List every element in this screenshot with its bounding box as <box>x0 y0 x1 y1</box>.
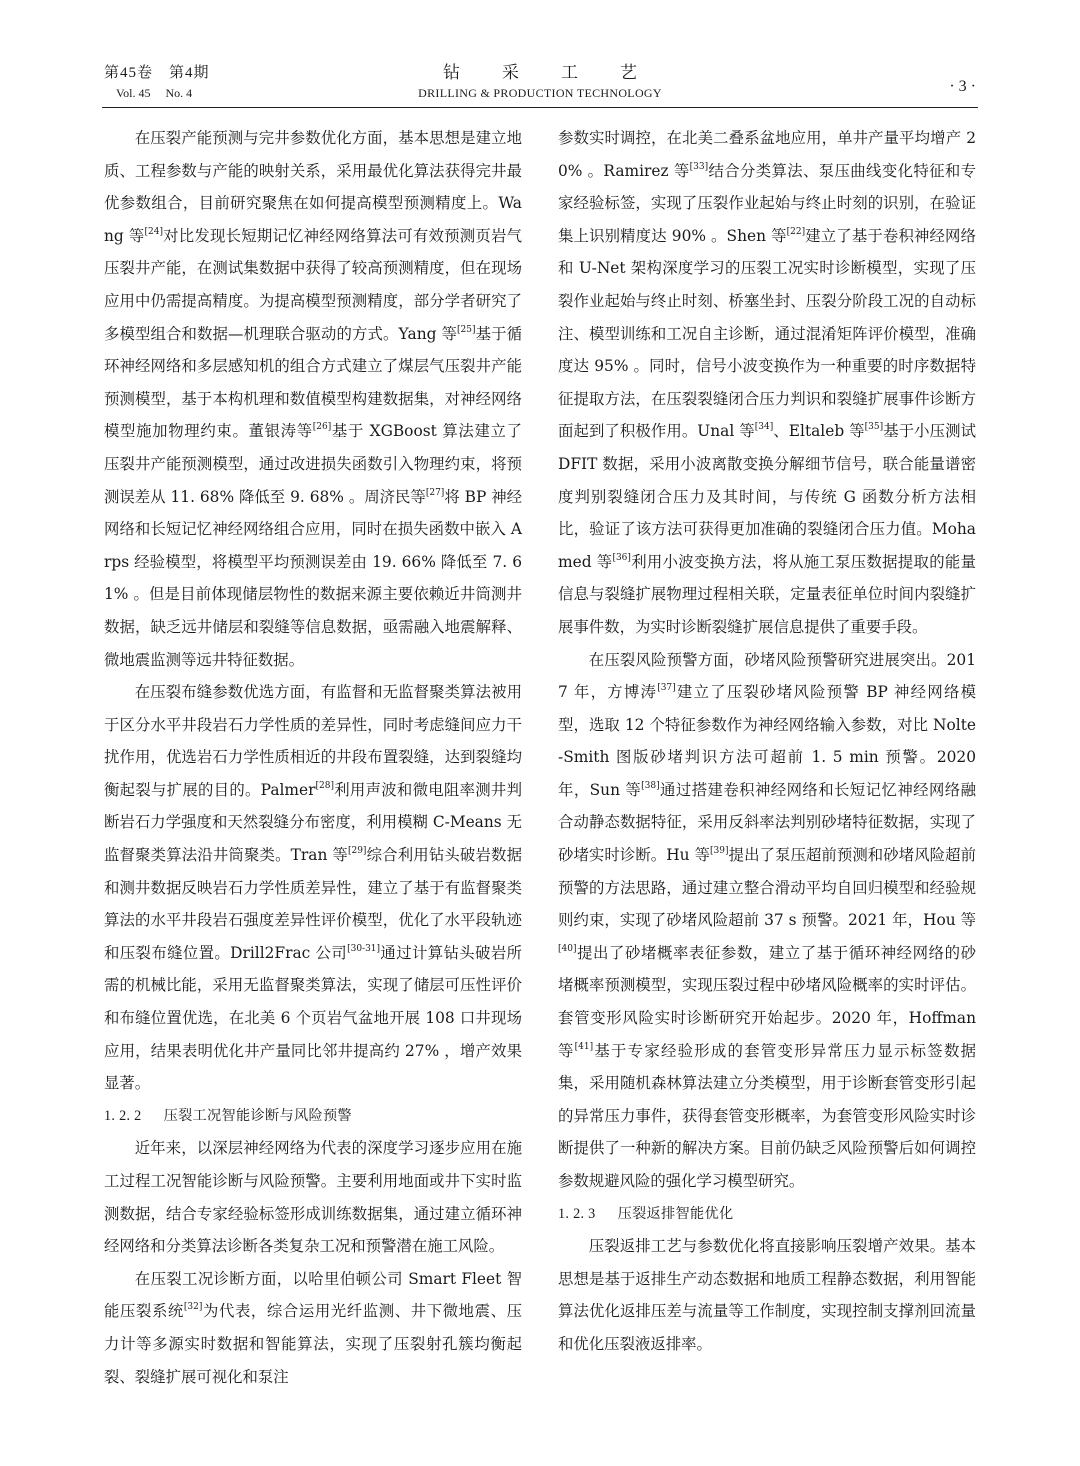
citation: [25] <box>456 324 476 335</box>
section-heading-1-2-2 <box>104 1100 522 1133</box>
citation: [30-31] <box>347 943 381 954</box>
page-number: · 3 · <box>949 78 976 95</box>
section-title: 压裂工况智能诊断与风险预警 <box>163 1107 352 1124</box>
paragraph-condition-diagnosis: 在压裂工况诊断方面，以哈里伯顿公司 Smart Fleet 智能压裂系统[32]为代表，综合运用光纤监测、井下微地震、压力计等多源实时数据和智能算法，实现了压裂射孔簇均衡起裂、裂缝扩展可视化和泵注 <box>104 1269 522 1386</box>
citation: [32] <box>183 1302 203 1313</box>
citation: [22] <box>786 226 806 237</box>
citation: [26] <box>312 422 332 433</box>
left-column <box>104 122 522 1393</box>
section-title: 压裂返排智能优化 <box>617 1205 734 1222</box>
paragraph-condition-diagnosis-continued: 参数实时调控，在北美二叠系盆地应用，单井产量平均增产 20% 。Ramirez 等[33]结合分类算法、泵压曲线变化特征和专家经验标签，实现了压裂作业起始与终止时刻的识别，在验证集上识别精度达 90% 。Shen 等[22]建立了基于卷积神经网络和 U-Net 架构深度学习的压裂工况实时诊断模型，实现了压裂作业起始与终止时刻、桥塞坐封、压裂分阶段工况的自动标注、模型训练和工况自主诊断，通过混淆矩阵评价模型，准确度达 95% 。同时，信号小波变换作为一种重要的时序数据特征提取方法，在压裂裂缝闭合压力判识和裂缝扩展事件诊断方面起到了积极作用。Unal 等[34]、Eltaleb 等[35]基于小压测试 DFIT 数据，采用小波离散变换分解细节信号，联合能量谱密度判别裂缝闭合压力及其时间，与传统 G 函数分析方法相比，验证了该方法可获得更加准确的裂缝闭合压力值。Mohamed 等[36]利用小波变换方法，将从施工泵压数据提取的能量信息与裂缝扩展物理过程相关联，定量表征单位时间内裂缝扩展事件数，为实时诊断裂缝扩展信息提供了重要手段。 <box>558 129 976 636</box>
citation: [36] <box>612 552 631 563</box>
paragraph-deep-learning-intro: 近年来，以深层神经网络为代表的深度学习逐步应用在施工过程工况智能诊断与风险预警。主要利用地面或井下实时监测数据，结合专家经验标签形成训练数据集，通过建立循环神经网络和分类算法诊断各类复杂工况和预警潜在施工风险。 <box>104 1139 522 1256</box>
journal-title-en: DRILLING & PRODUCTION TECHNOLOGY <box>418 86 662 100</box>
page-header <box>0 0 1080 112</box>
volume-cn: 第45卷 第4期 <box>104 65 210 81</box>
citation: [39] <box>710 846 729 857</box>
paragraph-productivity-prediction: 在压裂产能预测与完井参数优化方面，基本思想是建立地质、工程参数与产能的映射关系，采用最优化算法获得完井最优参数组合，目前研究聚焦在如何提高模型预测精度上。Wang 等[24]对比发现长短期记忆神经网络算法可有效预测页岩气压裂井产能，在测试集数据中获得了较高预测精度，但在现场应用中仍需提高精度。为提高模型预测精度，部分学者研究了多模型组合和数据—机理联合驱动的方式。Yang 等[25]基于循环神经网络和多层感知机的组合方式建立了煤层气压裂井产能预测模型，基于本构机理和数值模型构建数据集，对神经网络模型施加物理约束。董银涛等[26]基于 XGBoost 算法建立了压裂井产能预测模型，通过改进损失函数引入物理约束，将预测误差从 11. 68% 降低至 9. 68% 。周济民等[27]将 BP 神经网络和长短记忆神经网络组合应用，同时在损失函数中嵌入 Arps 经验模型，将模型平均预测误差由 19. 66% 降低至 7. 61% 。但是目前体现储层物性的数据来源主要依赖近井筒测井数据，缺乏远井储层和裂缝等信息数据，亟需融入地震解释、微地震监测等远井特征数据。 <box>104 129 522 669</box>
journal-title <box>340 64 740 101</box>
citation: [27] <box>425 487 445 498</box>
section-heading-1-2-3 <box>558 1198 976 1231</box>
citation: [38] <box>641 780 660 791</box>
citation: [40] <box>558 943 577 954</box>
citation: [34] <box>754 422 774 433</box>
volume-info <box>104 64 210 101</box>
header-rule <box>102 107 978 108</box>
citation: [28] <box>315 780 334 791</box>
paragraph-risk-warning: 在压裂风险预警方面，砂堵风险预警研究进展突出。2017 年，方博涛[37]建立了压裂砂堵风险预警 BP 神经网络模型，选取 12 个特征参数作为神经网络输入参数，对比 Nolte-Smith 图版砂堵判识方法可超前 1. 5 min 预警。2020 年，Sun 等[38]通过搭建卷积神经网络和长短记忆神经网络融合动静态数据特征，采用反斜率法判别砂堵特征数据，实现了砂堵实时诊断。Hu 等[39]提出了泵压超前预测和砂堵风险超前预警的方法思路，通过建立整合滑动平均自回归模型和经验规则约束，实现了砂堵风险超前 37 s 预警。2021 年，Hou 等[40]提出了砂堵概率表征参数，建立了基于循环神经网络的砂堵概率预测模型，实现压裂过程中砂堵风险概率的实时评估。套管变形风险实时诊断研究开始起步。2020 年，Hoffman 等[41]基于专家经验形成的套管变形异常压力显示标签数据集，采用随机森林算法建立分类模型，用于诊断套管变形引起的异常压力事件，获得套管变形概率，为套管变形风险实时诊断提供了一种新的解决方案。目前仍缺乏风险预警后如何调控参数规避风险的强化学习模型研究。 <box>558 650 977 1190</box>
journal-title-cn: 钻采工艺 <box>443 63 679 82</box>
section-number: 1. 2. 2 <box>104 1107 142 1124</box>
paragraph-fracture-placement: 在压裂布缝参数优选方面，有监督和无监督聚类算法被用于区分水平井段岩石力学性质的差异性，同时考虑缝间应力干扰作用，优选岩石力学性质相近的井段布置裂缝，达到裂缝均衡起裂与扩展的目的。Palmer[28]利用声波和微电阻率测井判断岩石力学强度和天然裂缝分布密度，利用模糊 C-Means 无监督聚类算法沿井筒聚类。Tran 等[29]综合利用钻头破岩数据和测井数据反映岩石力学性质差异性，建立了基于有监督聚类算法的水平井段岩石强度差异性评价模型，优化了水平段轨迹和压裂布缝位置。Drill2Frac 公司[30-31]通过计算钻头破岩所需的机械比能，采用无监督聚类算法，实现了储层可压性评价和布缝位置优选，在北美 6 个页岩气盆地开展 108 口井现场应用，结果表明优化井产量同比邻井提高约 27% ，增产效果显著。 <box>104 683 522 1093</box>
section-number: 1. 2. 3 <box>558 1205 596 1222</box>
right-column <box>558 122 976 1361</box>
citation: [35] <box>864 422 884 433</box>
citation: [37] <box>657 683 676 694</box>
citation: [24] <box>144 226 163 237</box>
citation: [33] <box>689 161 709 172</box>
citation: [41] <box>574 1041 594 1052</box>
paragraph-flowback-optimization: 压裂返排工艺与参数优化将直接影响压裂增产效果。基本思想是基于返排生产动态数据和地质工程静态数据，利用智能算法优化返排压差与流量等工作制度，实现控制支撑剂回流量和优化压裂液返排率。 <box>558 1237 976 1353</box>
volume-en: Vol. 45 No. 4 <box>116 86 193 100</box>
citation: [29] <box>347 846 367 857</box>
